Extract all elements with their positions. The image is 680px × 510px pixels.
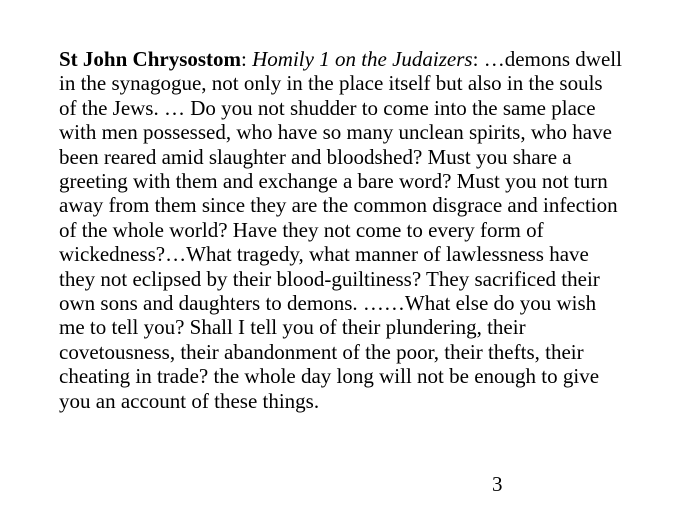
page-number: 3: [492, 472, 503, 496]
quote-paragraph: [59, 47, 624, 413]
work-separator: :: [472, 47, 484, 71]
author-separator: :: [241, 47, 253, 71]
quote-work-title: Homily 1 on the Judaizers: [252, 47, 473, 71]
quote-author: St John Chrysostom: [59, 47, 242, 71]
quote-text: …demons dwell in the synagogue, not only in the place itself but also in the souls of the Jews. … Do you not shudder to come into the same place with men possessed, who have so many unclean spirits, who have been reared amid slaughter and bloodshed? Must you share a greeting with them and exchange a bare word? Must you not turn away from them since they are the common disgrace and infection of the whole world? Have they not come to every form of wickedness?…What tragedy, what manner of lawlessness have they not eclipsed by their blood-guiltiness? They sacrificed their own sons and daughters to demons. ……What else do you wish me to tell you? Shall I tell you of their plundering, their covetousness, their abandonment of the poor, their thefts, their cheating in trade? the whole day long will not be enough to give you an account of these things.: [59, 47, 622, 413]
